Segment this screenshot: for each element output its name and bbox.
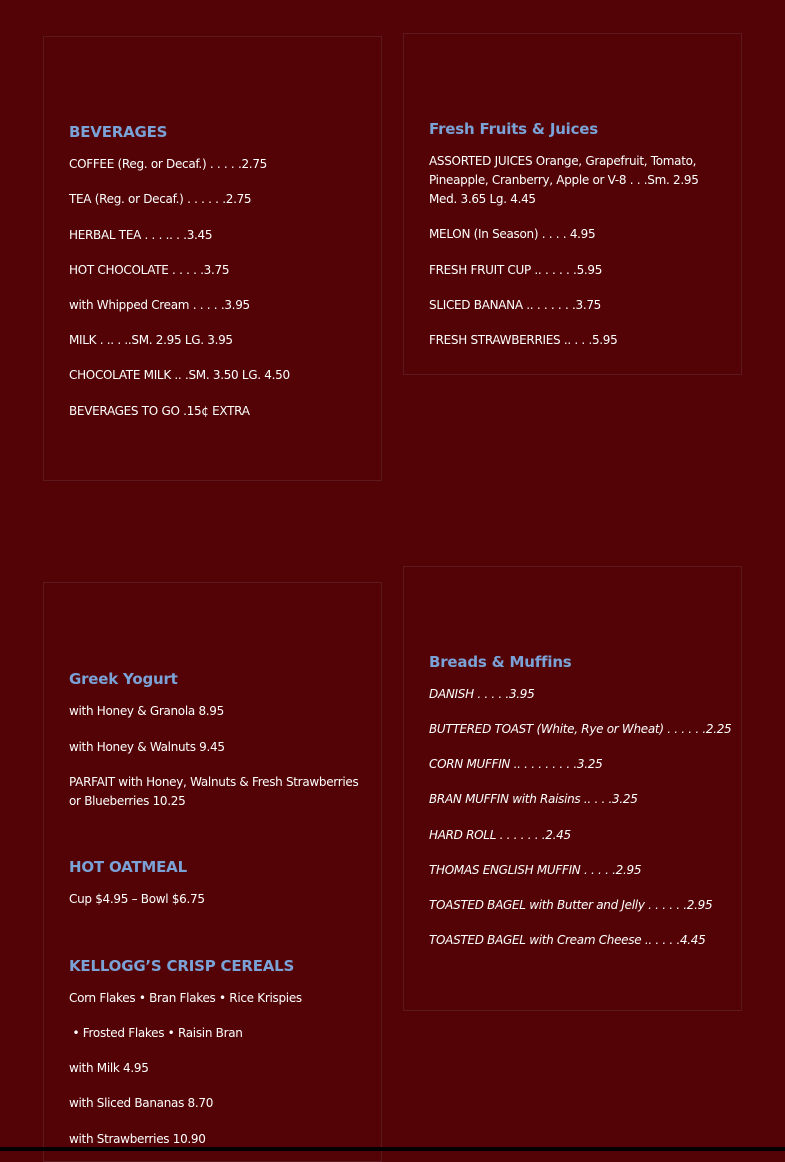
cereal-item: Corn Flakes • Bran Flakes • Rice Krispies [69, 991, 302, 1005]
yogurt-item: PARFAIT with Honey, Walnuts & Fresh Strawberries or Blueberries 10.25 [69, 775, 359, 808]
beverage-item: MILK . .. . ..SM. 2.95 LG. 3.95 [69, 333, 233, 347]
cereals-title: KELLOGG’S CRISP CEREALS [69, 957, 295, 975]
bread-item: HARD ROLL . . . . . . .2.45 [429, 828, 571, 842]
yogurt-item: with Honey & Granola 8.95 [69, 704, 224, 718]
bread-item: TOASTED BAGEL with Butter and Jelly . . . . . .2.95 [429, 898, 713, 912]
yogurt-title: Greek Yogurt [69, 670, 178, 688]
bread-item: BRAN MUFFIN with Raisins .. . . .3.25 [429, 792, 638, 806]
bread-item: DANISH . . . . .3.95 [429, 687, 535, 701]
bread-item: BUTTERED TOAST (White, Rye or Wheat) . . . . . .2.25 [429, 722, 732, 736]
beverage-item: TEA (Reg. or Decaf.) . . . . . .2.75 [69, 192, 252, 206]
beverage-item: CHOCOLATE MILK .. .SM. 3.50 LG. 4.50 [69, 368, 290, 382]
oatmeal-title: HOT OATMEAL [69, 858, 187, 876]
breads-title: Breads & Muffins [429, 653, 572, 671]
fruit-item: FRESH FRUIT CUP .. . . . . .5.95 [429, 263, 603, 277]
beverage-item: with Whipped Cream . . . . .3.95 [69, 298, 250, 312]
beverage-item: BEVERAGES TO GO .15¢ EXTRA [69, 404, 250, 418]
oatmeal-item: Cup $4.95 – Bowl $6.75 [69, 892, 205, 906]
bread-item: TOASTED BAGEL with Cream Cheese .. . . . .4.45 [429, 933, 706, 947]
cereal-item: • Frosted Flakes • Raisin Bran [69, 1026, 243, 1040]
yogurt-item: with Honey & Walnuts 9.45 [69, 740, 225, 754]
beverages-title: BEVERAGES [69, 123, 168, 141]
bottom-edge [0, 1147, 785, 1151]
beverage-item: HERBAL TEA . . . .. . .3.45 [69, 228, 213, 242]
fruit-item: SLICED BANANA .. . . . . . .3.75 [429, 298, 602, 312]
fruit-item: FRESH STRAWBERRIES .. . . .5.95 [429, 333, 618, 347]
beverage-item: HOT CHOCOLATE . . . . .3.75 [69, 263, 230, 277]
fruits-title: Fresh Fruits & Juices [429, 120, 599, 138]
cereal-item: with Strawberries 10.90 [69, 1132, 206, 1146]
bread-item: CORN MUFFIN .. . . . . . . . .3.25 [429, 757, 603, 771]
fruit-item: MELON (In Season) . . . . 4.95 [429, 227, 596, 241]
fruit-item: ASSORTED JUICES Orange, Grapefruit, Tomato, Pineapple, Cranberry, Apple or V-8 . . .Sm. 2.95 Med. 3.65 Lg. 4.45 [429, 154, 699, 206]
beverage-item: COFFEE (Reg. or Decaf.) . . . . .2.75 [69, 157, 267, 171]
cereal-item: with Milk 4.95 [69, 1061, 149, 1075]
cereal-item: with Sliced Bananas 8.70 [69, 1096, 214, 1110]
bread-item: THOMAS ENGLISH MUFFIN . . . . .2.95 [429, 863, 642, 877]
